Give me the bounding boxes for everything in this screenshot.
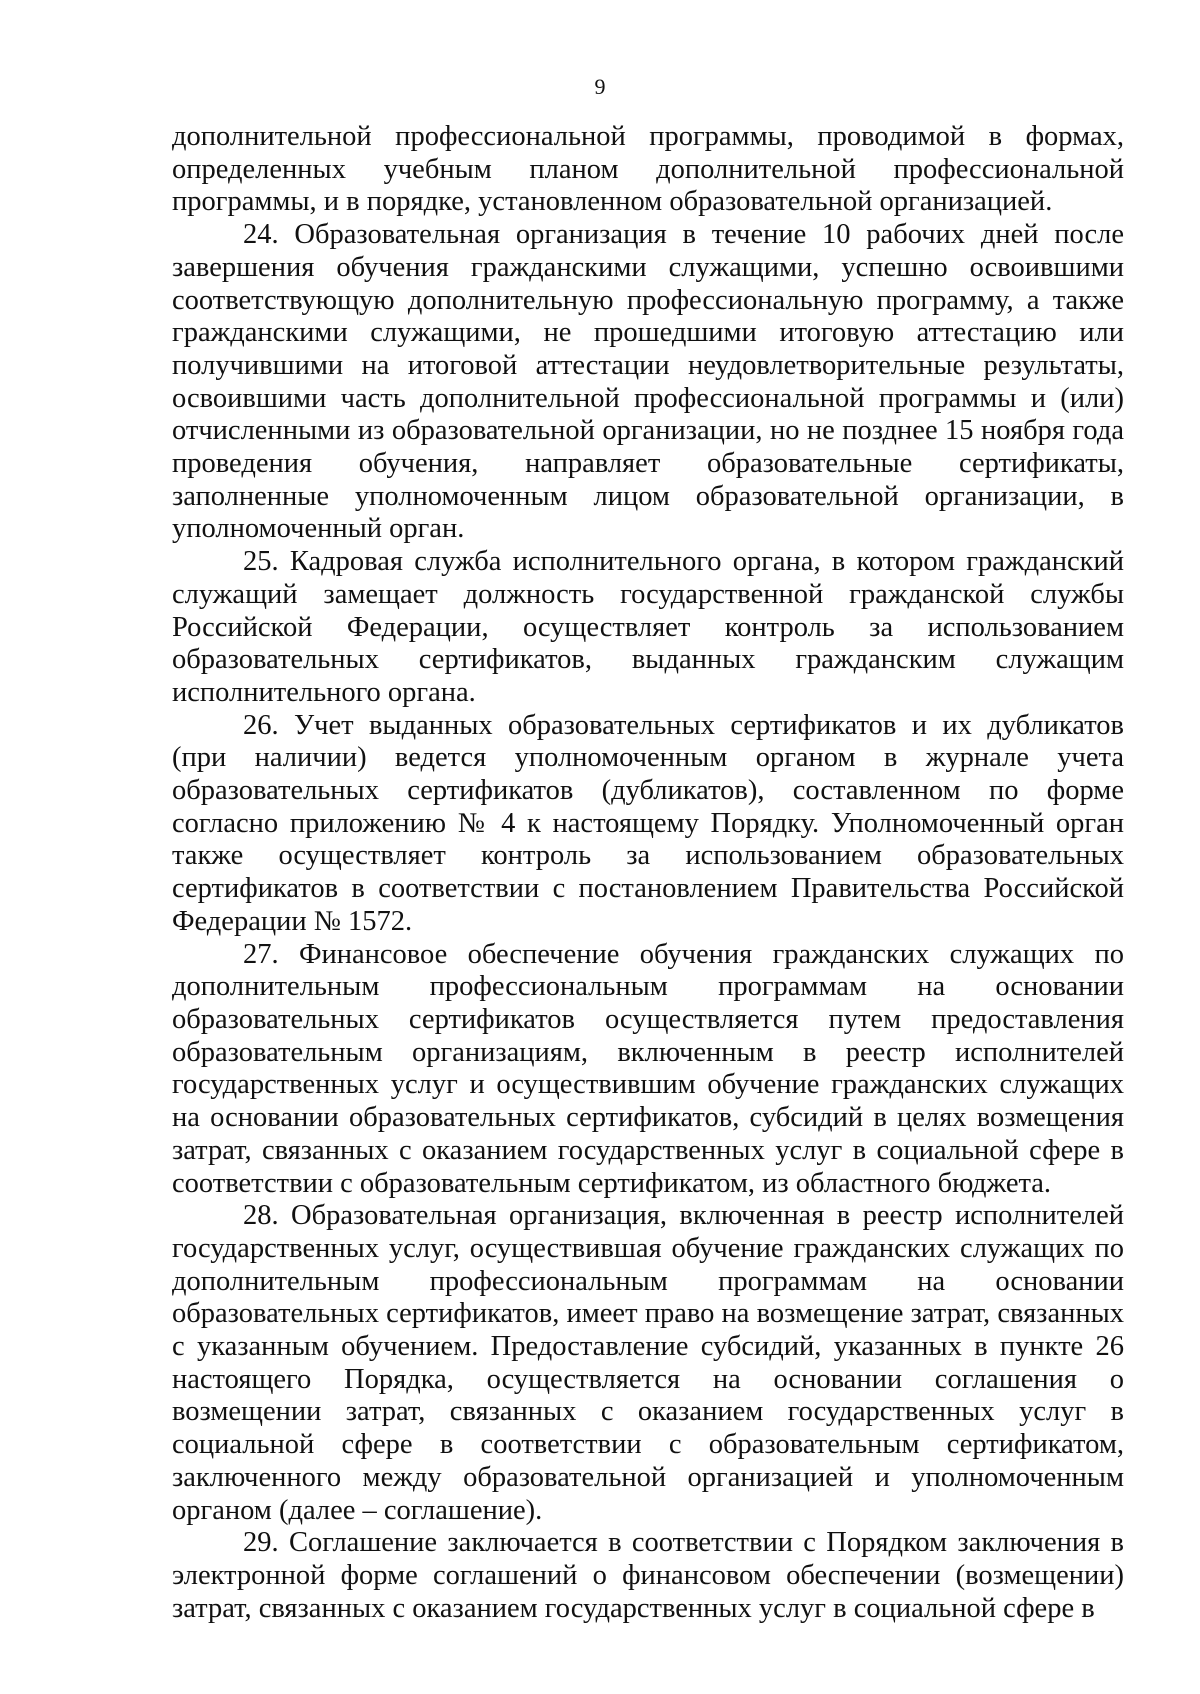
paragraph-27: 27. Финансовое обеспечение обучения гражданских служащих по дополнительным профессиональным программам на основании образовательных сертификатов осуществляется путем предоставления образовательным организациям, включенным в реестр исполнителей государственных услуг и осуществившим обучение гражданских служащих на основании образовательных сертификатов, субсидий в целях возмещения затрат, связанных с оказанием государственных услуг в социальной сфере в соответствии с образовательным сертификатом, из областного бюджета. — [172, 938, 1124, 1199]
paragraph-25: 25. Кадровая служба исполнительного органа, в котором гражданский служащий замещает должность государственной гражданской службы Российской Федерации, осуществляет контроль за использованием образовательных сертификатов, выданных гражданским служащим исполнительного органа. — [172, 546, 1124, 708]
paragraph-28: 28. Образовательная организация, включенная в реестр исполнителей государственных услуг, осуществившая обучение гражданских служащих по дополнительным профессиональным программам на основании образовательных сертификатов, имеет право на возмещение затрат, связанных с указанным обучением. Предоставление субсидий, указанных в пункте 26 настоящего Порядка, осуществляется на основании соглашения о возмещении затрат, связанных с оказанием государственных услуг в социальной сфере в соответствии с образовательным сертификатом, заключенного между образовательной организацией и уполномоченным органом (далее – соглашение). — [172, 1200, 1124, 1526]
paragraph-24: 24. Образовательная организация в течение 10 рабочих дней после завершения обучения гражданскими служащими, успешно освоившими соответствующую дополнительную профессиональную программу, а также гражданскими служащими, не прошедшими итоговую аттестацию или получившими на итоговой аттестации неудовлетворительные результаты, освоившими часть дополнительной профессиональной программы и (или) отчисленными из образовательной организации, но не позднее 15 ноября года проведения обучения, направляет образовательные сертификаты, заполненные уполномоченным лицом образовательной организации, в уполномоченный орган. — [172, 219, 1124, 545]
paragraph-26: 26. Учет выданных образовательных сертификатов и их дубликатов (при наличии) ведется уполномоченным органом в журнале учета образовательных сертификатов (дубликатов), составленном по форме согласно приложению № 4 к настоящему Порядку. Уполномоченный орган также осуществляет контроль за использованием образовательных сертификатов в соответствии с постановлением Правительства Российской Федерации № 1572. — [172, 709, 1124, 937]
paragraph-29: 29. Соглашение заключается в соответствии с Порядком заключения в электронной форме соглашений о финансовом обеспечении (возмещении) затрат, связанных с оказанием государственных услуг в социальной сфере в — [172, 1527, 1124, 1624]
page-number: 9 — [594, 74, 606, 99]
document-body — [172, 121, 1124, 1625]
paragraph-continuation: дополнительной профессиональной программы, проводимой в формах, определенных учебным планом дополнительной профессиональной программы, и в порядке, установленном образовательной организацией. — [172, 121, 1124, 218]
